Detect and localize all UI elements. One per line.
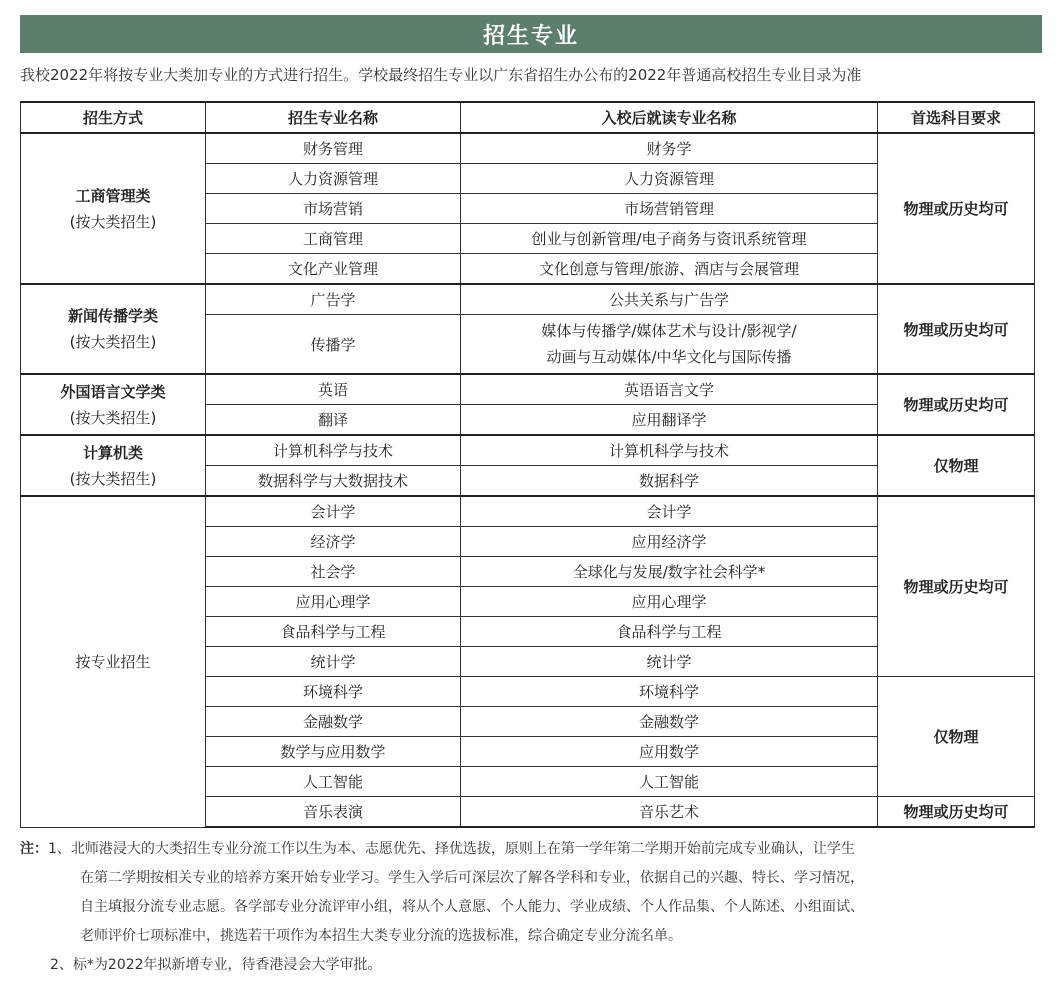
intro-text: 我校2022年将按专业大类加专业的方式进行招生。学校最终招生专业以广东省招生办公布的2022年普通高校招生专业目录为准 xyxy=(20,66,862,84)
study-cell: 金融数学 xyxy=(461,707,878,737)
category-cell xyxy=(21,284,206,374)
requirement-cell: 物理或历史均可 xyxy=(878,374,1035,435)
study-cell: 应用心理学 xyxy=(461,587,878,617)
majors-table xyxy=(20,101,1035,828)
study-cell: 创业与创新管理/电子商务与资讯系统管理 xyxy=(461,224,878,254)
note-text: 1、北师港浸大的大类招生专业分流工作以生为本、志愿优先、择优选拔，原则上在第一学年第二学期开始前完成专业确认，让学生 xyxy=(48,841,855,857)
study-cell: 文化创意与管理/旅游、酒店与会展管理 xyxy=(461,254,878,285)
study-line: 媒体与传播学/媒体艺术与设计/影视学/ xyxy=(541,322,797,340)
study-cell: 英语语言文学 xyxy=(461,374,878,405)
major-cell: 人工智能 xyxy=(206,767,461,797)
major-cell: 食品科学与工程 xyxy=(206,617,461,647)
category-cell xyxy=(21,133,206,284)
study-cell: 财务学 xyxy=(461,133,878,164)
study-cell: 应用翻译学 xyxy=(461,405,878,436)
major-cell: 翻译 xyxy=(206,405,461,436)
header-cell: 招生专业名称 xyxy=(206,102,461,133)
category-sub: (按大类招生) xyxy=(69,469,157,488)
major-cell: 会计学 xyxy=(206,496,461,527)
study-cell xyxy=(461,315,878,375)
category-sub: (按大类招生) xyxy=(69,212,157,231)
category-name: 计算机类 xyxy=(82,443,143,462)
requirement-cell: 仅物理 xyxy=(878,677,1035,797)
major-cell: 计算机科学与技术 xyxy=(206,435,461,466)
study-cell: 统计学 xyxy=(461,647,878,677)
study-cell: 食品科学与工程 xyxy=(461,617,878,647)
requirement-cell: 物理或历史均可 xyxy=(878,797,1035,828)
note-line: 老师评价七项标准中，挑选若干项作为本招生大类专业分流的选拔标准，综合确定专业分流名单。 xyxy=(80,928,682,944)
notes-label: 注： xyxy=(20,841,48,857)
category-name: 外国语言文学类 xyxy=(60,382,166,401)
major-cell: 财务管理 xyxy=(206,133,461,164)
note-line: 在第二学期按相关专业的培养方案开始专业学习。学生入学后可深层次了解各学科和专业，依据自己的兴趣、特长、学习情况， xyxy=(80,870,864,886)
study-cell: 全球化与发展/数字社会科学* xyxy=(461,557,878,587)
category-name: 新闻传播学类 xyxy=(67,307,158,325)
major-cell: 音乐表演 xyxy=(206,797,461,828)
category-cell xyxy=(21,435,206,496)
note-line: 2、标*为2022年拟新增专业，待香港浸会大学审批。 xyxy=(50,957,382,973)
note-line: 自主填报分流专业志愿。各学部专业分流评审小组，将从个人意愿、个人能力、学业成绩、个人作品集、个人陈述、小组面试、 xyxy=(80,899,864,915)
category-sub: (按大类招生) xyxy=(69,333,157,351)
table-row xyxy=(21,496,1035,527)
requirement-cell: 仅物理 xyxy=(878,435,1035,496)
major-cell: 英语 xyxy=(206,374,461,405)
requirement-cell: 物理或历史均可 xyxy=(878,496,1035,677)
major-cell: 工商管理 xyxy=(206,224,461,254)
major-cell: 经济学 xyxy=(206,527,461,557)
note-line xyxy=(20,835,1050,864)
study-cell: 市场营销管理 xyxy=(461,194,878,224)
major-cell: 人力资源管理 xyxy=(206,164,461,194)
major-cell: 数学与应用数学 xyxy=(206,737,461,767)
category-cell xyxy=(21,374,206,435)
major-cell: 金融数学 xyxy=(206,707,461,737)
category-cell xyxy=(21,496,206,827)
major-cell: 文化产业管理 xyxy=(206,254,461,285)
major-cell: 传播学 xyxy=(206,315,461,375)
major-cell: 广告学 xyxy=(206,284,461,315)
category-sub: (按大类招生) xyxy=(69,408,157,427)
table-header-row xyxy=(21,102,1035,133)
category-name: 工商管理类 xyxy=(75,186,151,205)
section-title: 招生专业 xyxy=(20,15,1042,53)
category-name: 按专业招生 xyxy=(75,652,151,671)
major-cell: 社会学 xyxy=(206,557,461,587)
header-cell: 首选科目要求 xyxy=(878,102,1035,133)
study-cell: 人工智能 xyxy=(461,767,878,797)
major-cell: 统计学 xyxy=(206,647,461,677)
study-cell: 数据科学 xyxy=(461,466,878,497)
study-cell: 应用经济学 xyxy=(461,527,878,557)
header-cell: 入校后就读专业名称 xyxy=(461,102,878,133)
requirement-cell: 物理或历史均可 xyxy=(878,284,1035,374)
table-row xyxy=(21,374,1035,405)
table-row xyxy=(21,133,1035,164)
table-row xyxy=(21,435,1035,466)
major-cell: 应用心理学 xyxy=(206,587,461,617)
study-cell: 会计学 xyxy=(461,496,878,527)
table-row xyxy=(21,284,1035,315)
study-cell: 环境科学 xyxy=(461,677,878,707)
notes xyxy=(20,835,1050,980)
major-cell: 数据科学与大数据技术 xyxy=(206,466,461,497)
requirement-cell: 物理或历史均可 xyxy=(878,133,1035,284)
study-cell: 计算机科学与技术 xyxy=(461,435,878,466)
study-cell: 人力资源管理 xyxy=(461,164,878,194)
study-cell: 音乐艺术 xyxy=(461,797,878,828)
major-cell: 环境科学 xyxy=(206,677,461,707)
major-cell: 市场营销 xyxy=(206,194,461,224)
study-cell: 公共关系与广告学 xyxy=(461,284,878,315)
header-cell: 招生方式 xyxy=(21,102,206,133)
study-cell: 应用数学 xyxy=(461,737,878,767)
study-line: 动画与互动媒体/中华文化与国际传播 xyxy=(546,348,792,366)
